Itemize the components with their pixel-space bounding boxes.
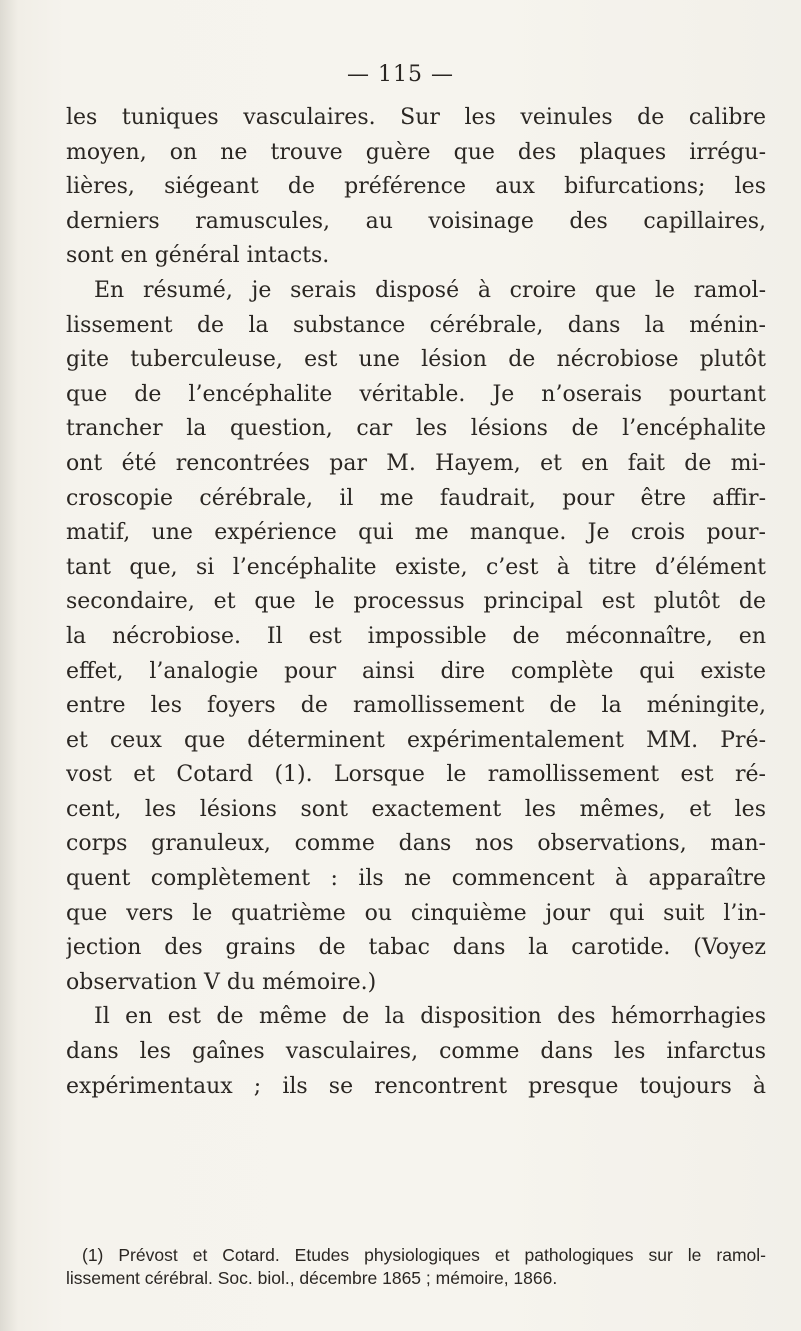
body-text bbox=[66, 101, 766, 1104]
text-line: effet, l’analogie pour ainsi dire complète qui existe bbox=[66, 658, 766, 684]
text-line: moyen, on ne trouve guère que des plaques irrégu- bbox=[66, 139, 766, 165]
page-number: — 115 — bbox=[347, 62, 454, 87]
footnote-line: lissement cérébral. Soc. biol., décembre 1865 ; mémoire, 1866. bbox=[66, 1268, 558, 1288]
text-line: jection des grains de tabac dans la carotide. (Voyez bbox=[66, 935, 766, 961]
text-line: trancher la question, car les lésions de l’encéphalite bbox=[66, 416, 766, 442]
text-line: sont en général intacts. bbox=[66, 243, 330, 269]
spine-shadow bbox=[0, 0, 18, 1331]
footnote-line: (1) Prévost et Cotard. Etudes physiologiques et pathologiques sur le ramol- bbox=[82, 1245, 766, 1265]
text-line: derniers ramuscules, au voisinage des capillaires, bbox=[66, 208, 766, 234]
text-line: les tuniques vasculaires. Sur les veinules de calibre bbox=[66, 105, 766, 130]
text-line: matif, une expérience qui me manque. Je crois pour- bbox=[66, 520, 766, 546]
text-line: cent, les lésions sont exactement les mêmes, et les bbox=[66, 796, 766, 822]
text-line: quent complètement : ils ne commencent à apparaître bbox=[66, 866, 766, 892]
text-line: dans les gaînes vasculaires, comme dans les infarctus bbox=[66, 1039, 766, 1065]
text-line: Il en est de même de la disposition des hémorrhagies bbox=[94, 1004, 766, 1030]
text-line: expérimentaux ; ils se rencontrent presque toujours à bbox=[66, 1073, 766, 1099]
text-line: entre les foyers de ramollissement de la méningite, bbox=[66, 693, 766, 719]
text-line: observation V du mémoire.) bbox=[66, 969, 377, 995]
text-line: lissement de la substance cérébrale, dans la ménin- bbox=[66, 312, 766, 338]
text-line: En résumé, je serais disposé à croire que le ramol- bbox=[94, 277, 766, 303]
text-line: vost et Cotard (1). Lorsque le ramollissement est ré- bbox=[66, 762, 766, 788]
text-line: que vers le quatrième ou cinquième jour qui suit l’in- bbox=[66, 900, 766, 926]
text-line: la nécrobiose. Il est impossible de méconnaître, en bbox=[66, 623, 766, 649]
text-line: tant que, si l’encéphalite existe, c’est à titre d’élément bbox=[66, 554, 766, 580]
text-line: que de l’encéphalite véritable. Je n’oserais pourtant bbox=[66, 381, 766, 407]
text-line: lières, siégeant de préférence aux bifurcations; les bbox=[66, 174, 766, 200]
text-line: croscopie cérébrale, il me faudrait, pour être affir- bbox=[66, 485, 766, 511]
footnote bbox=[66, 1244, 766, 1290]
text-line: et ceux que déterminent expérimentalement MM. Pré- bbox=[66, 727, 766, 753]
text-line: secondaire, et que le processus principal est plutôt de bbox=[66, 589, 766, 615]
text-line: ont été rencontrées par M. Hayem, et en fait de mi- bbox=[66, 450, 766, 476]
text-line: corps granuleux, comme dans nos observations, man- bbox=[66, 831, 766, 857]
text-line: gite tuberculeuse, est une lésion de nécrobiose plutôt bbox=[66, 347, 766, 373]
